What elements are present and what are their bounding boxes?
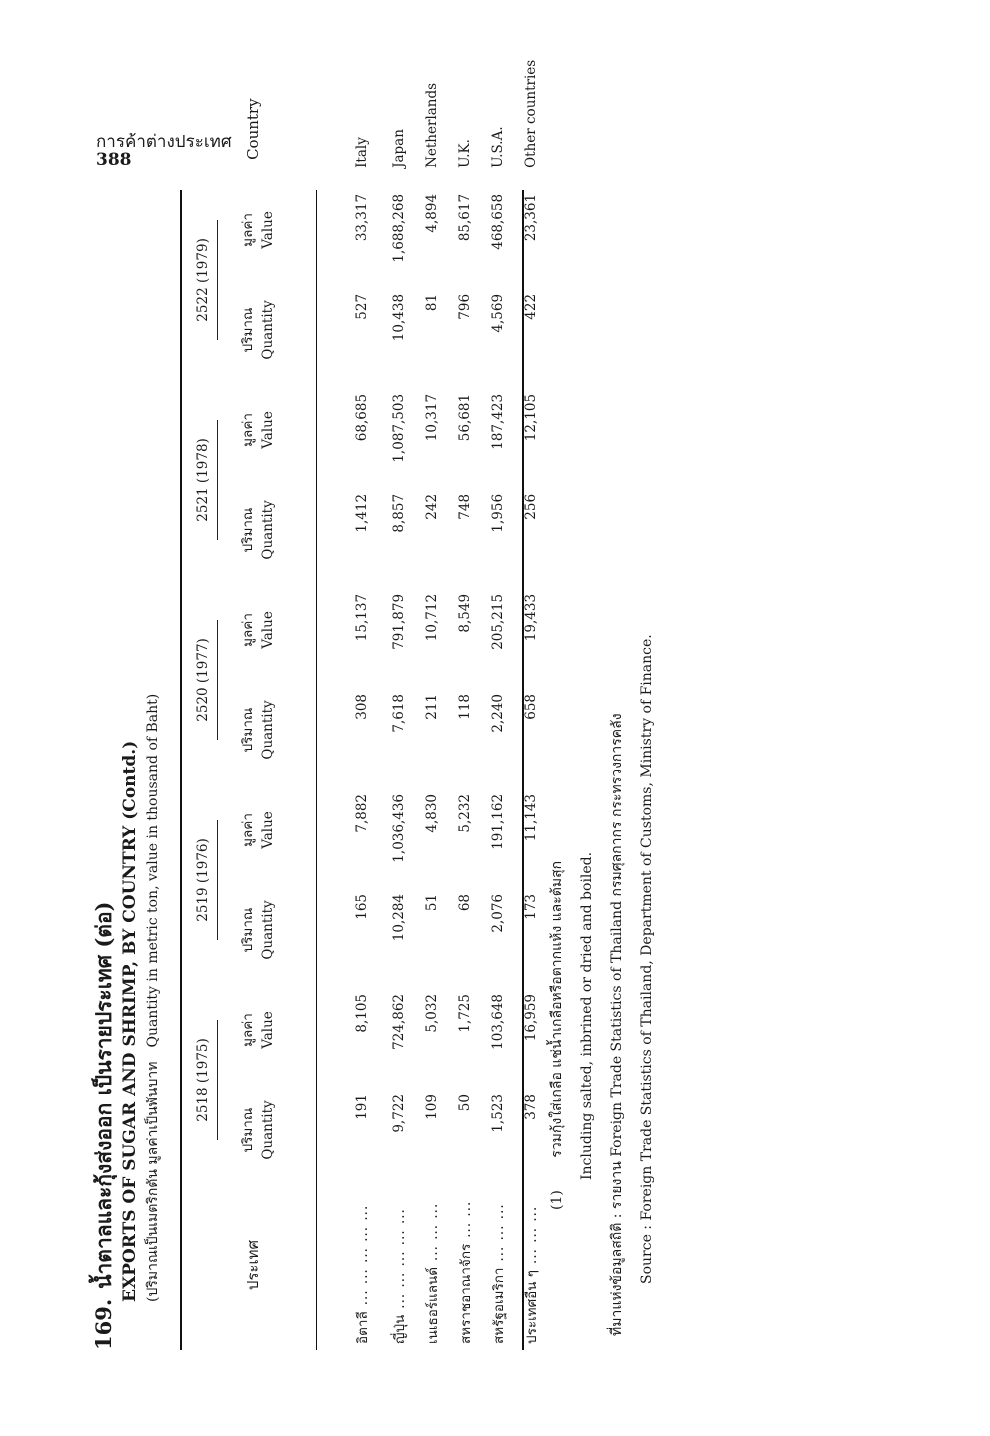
leader-dots: ... ... ... — [424, 1202, 441, 1261]
source-english: Source : Foreign Trade Statistics of Thailand, Department of Customs, Ministry of Finance. — [639, 634, 655, 1284]
value-cell: 103,648 — [489, 993, 506, 1050]
value-cell: 10,317 — [423, 393, 440, 442]
quantity-header-english: Quantity — [260, 900, 276, 960]
quantity-cell: 4,569 — [489, 293, 506, 333]
table-title-block — [90, 190, 164, 1350]
country-thai-label: เนเธอร์แลนด์ — [424, 1266, 441, 1344]
value-header-thai: มูลค่า — [240, 813, 256, 847]
value-cell: 4,894 — [423, 193, 440, 233]
value-cell: 16,959 — [522, 993, 539, 1042]
country-name-english: Japan — [390, 129, 407, 168]
value-cell: 8,549 — [456, 593, 473, 633]
page-number: 388 — [96, 149, 132, 170]
table-row — [448, 0, 481, 1350]
value-header-thai: มูลค่า — [240, 613, 256, 647]
running-head-title: การค้าต่างประเทศ — [96, 132, 232, 152]
quantity-cell: 527 — [354, 293, 370, 320]
value-cell: 56,681 — [456, 393, 473, 442]
value-cell: 187,423 — [489, 393, 506, 450]
value-cell: 85,617 — [456, 193, 473, 242]
value-header-thai: มูลค่า — [240, 1013, 256, 1047]
value-cell: 7,882 — [354, 793, 370, 833]
value-cell: 12,105 — [522, 393, 539, 442]
quantity-cell: 1,956 — [489, 493, 506, 533]
quantity-cell: 173 — [522, 893, 539, 920]
quantity-cell: 658 — [522, 693, 539, 720]
quantity-cell: 118 — [456, 693, 473, 720]
table-title-thai-line — [90, 190, 118, 1350]
country-thai-label: ประเทศอื่น ๆ — [523, 1269, 540, 1344]
quantity-cell: 51 — [423, 893, 440, 912]
quantity-header-thai: ปริมาณ — [240, 507, 256, 553]
value-cell: 791,879 — [390, 593, 407, 650]
country-thai-label: ญี่ปุ่น — [391, 1314, 408, 1344]
value-header-english: Value — [260, 411, 276, 449]
quantity-cell: 256 — [522, 493, 539, 520]
value-cell: 205,215 — [489, 593, 506, 650]
value-cell: 68,685 — [354, 393, 370, 442]
leader-dots: ... ... — [457, 1200, 474, 1238]
quantity-cell: 109 — [423, 1094, 440, 1120]
year-header: 2521 (1978) — [182, 380, 230, 580]
quantity-header-thai: ปริมาณ — [240, 307, 256, 353]
quantity-header-english: Quantity — [260, 300, 276, 360]
country-name-thai — [415, 1180, 448, 1350]
quantity-cell: 242 — [423, 493, 440, 520]
data-table — [182, 0, 547, 1350]
value-cell: 23,361 — [522, 193, 539, 242]
value-header-thai: มูลค่า — [240, 213, 256, 247]
quantity-header-thai: ปริมาณ — [240, 1107, 256, 1153]
quantity-cell: 191 — [354, 1094, 370, 1120]
value-header — [230, 980, 324, 1080]
country-name-thai — [382, 1180, 415, 1350]
value-header-english: Value — [260, 1011, 276, 1049]
quantity-cell: 378 — [522, 1094, 539, 1120]
value-cell: 1,725 — [456, 993, 473, 1033]
quantity-cell: 165 — [354, 893, 370, 920]
quantity-cell: 308 — [354, 693, 370, 720]
quantity-header — [230, 880, 324, 980]
value-header-english: Value — [260, 211, 276, 249]
value-header-english: Value — [260, 811, 276, 849]
quantity-cell: 2,076 — [489, 893, 506, 933]
value-header — [230, 780, 324, 880]
country-header-english: Country — [244, 98, 262, 160]
quantity-cell: 748 — [456, 493, 473, 520]
quantity-cell: 10,438 — [390, 293, 407, 342]
footnote-marker: (1) — [549, 1190, 565, 1210]
value-cell: 4,830 — [423, 793, 440, 833]
quantity-cell: 7,618 — [390, 693, 407, 733]
quantity-header — [230, 280, 324, 380]
country-name-english: U.S.A. — [489, 126, 506, 168]
table-title-english: EXPORTS OF SUGAR AND SHRIMP, BY COUNTRY (Contd.) — [120, 740, 140, 1302]
value-cell: 468,658 — [489, 193, 506, 250]
leader-dots: ... ... ... ... ... — [391, 1208, 408, 1309]
quantity-cell: 10,284 — [390, 893, 407, 942]
value-cell: 19,433 — [522, 593, 539, 642]
table-number: 169. — [91, 1298, 116, 1350]
year-header: 2519 (1976) — [182, 780, 230, 980]
country-name-english: U.K. — [456, 139, 473, 168]
unit-thai: (ปริมาณเป็นเมตริกตัน มูลค่าเป็นพันบาท — [145, 1061, 161, 1302]
quantity-header — [230, 1080, 324, 1180]
value-cell: 5,232 — [456, 793, 473, 833]
value-header — [230, 180, 324, 280]
country-name-thai — [324, 1180, 382, 1350]
value-cell: 1,087,503 — [390, 393, 407, 463]
quantity-header-english: Quantity — [260, 1100, 276, 1160]
country-name-english: Netherlands — [423, 82, 440, 168]
quantity-cell: 1,523 — [489, 1094, 506, 1133]
table-row — [324, 0, 382, 1350]
unit-english: Quantity in metric ton, value in thousand of Baht) — [145, 693, 161, 1048]
country-name-thai — [481, 1180, 514, 1350]
quantity-cell: 50 — [456, 1094, 473, 1112]
value-cell: 8,105 — [354, 993, 370, 1033]
country-name-english: Italy — [354, 137, 370, 168]
table-row — [481, 0, 514, 1350]
value-cell: 5,032 — [423, 993, 440, 1033]
value-cell: 33,317 — [354, 193, 370, 242]
quantity-cell: 81 — [423, 293, 440, 312]
footnote-thai — [542, 190, 572, 1350]
value-cell: 191,162 — [489, 793, 506, 850]
table-unit-line — [142, 190, 164, 1350]
quantity-cell: 9,722 — [390, 1094, 407, 1133]
value-cell: 724,862 — [390, 993, 407, 1050]
country-header-thai: ประเทศ — [244, 1239, 262, 1291]
value-cell: 1,036,436 — [390, 793, 407, 863]
footnote-thai-text: รวมกุ้งใส่เกลือ แช่น้ำเกลือหรือตากแห้ง และต้มสุก — [549, 860, 565, 1158]
footnote-english: Including salted, inbrined or dried and boiled. — [579, 851, 595, 1180]
quantity-cell: 2,240 — [489, 693, 506, 733]
country-thai-label: สหรัฐอเมริกา — [490, 1267, 507, 1344]
table-notes — [542, 190, 662, 1350]
quantity-header-english: Quantity — [260, 700, 276, 760]
value-cell: 15,137 — [354, 593, 370, 642]
value-header — [230, 380, 324, 480]
value-cell: 10,712 — [423, 593, 440, 642]
value-header-thai: มูลค่า — [240, 413, 256, 447]
value-cell: 1,688,268 — [390, 193, 407, 263]
value-header-english: Value — [260, 611, 276, 649]
quantity-cell: 211 — [423, 693, 440, 720]
leader-dots: ... ... ... ... ... — [355, 1204, 371, 1306]
source-thai: ที่มาแห่งข้อมูลสถิติ : รายงาน Foreign Trade Statistics of Thailand กรมศุลกากร กระทรวงการคลัง — [609, 713, 625, 1336]
country-name-english: Other countries — [522, 59, 539, 168]
country-name-thai — [448, 1180, 481, 1350]
quantity-cell: 68 — [456, 893, 473, 912]
table-row — [382, 0, 415, 1350]
year-header: 2520 (1977) — [182, 580, 230, 780]
leader-dots: ... ... ... — [490, 1203, 507, 1262]
quantity-cell: 796 — [456, 293, 473, 320]
country-thai-label: อิตาลี — [355, 1311, 371, 1344]
quantity-cell: 422 — [522, 293, 539, 320]
country-thai-label: สหราชอาณาจักร — [457, 1243, 474, 1344]
quantity-cell: 8,857 — [390, 493, 407, 533]
value-header — [230, 580, 324, 680]
quantity-header — [230, 480, 324, 580]
table-row — [415, 0, 448, 1350]
quantity-header-thai: ปริมาณ — [240, 907, 256, 953]
year-header: 2522 (1979) — [182, 180, 230, 380]
quantity-header-english: Quantity — [260, 500, 276, 560]
value-cell: 11,143 — [522, 793, 539, 842]
quantity-cell: 1,412 — [354, 493, 370, 533]
leader-dots: ... ... ... — [523, 1205, 540, 1264]
year-header: 2518 (1975) — [182, 980, 230, 1180]
quantity-header-thai: ปริมาณ — [240, 707, 256, 753]
table-title-thai: น้ำตาลและกุ้งส่งออก เป็นรายประเทศ (ต่อ) — [91, 901, 116, 1289]
quantity-header — [230, 680, 324, 780]
